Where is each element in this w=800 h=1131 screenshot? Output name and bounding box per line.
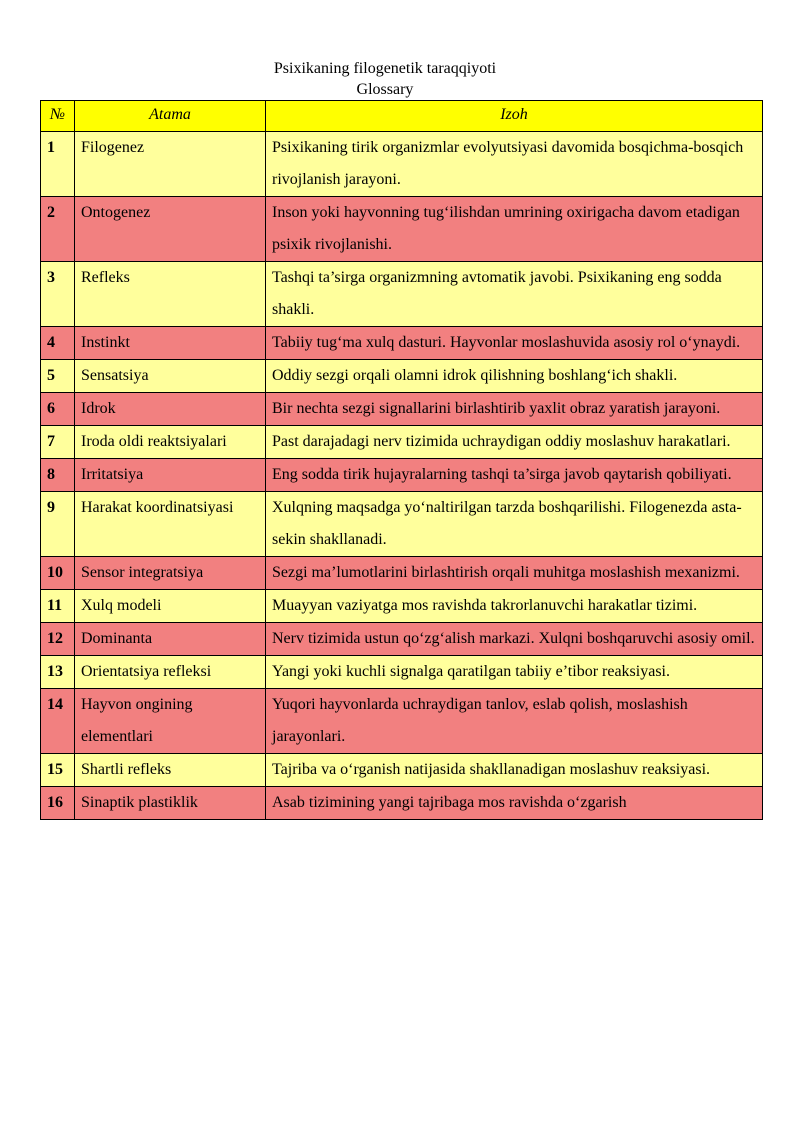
table-row [41,262,763,327]
row-term: Filogenez [75,132,266,197]
document-title: Psixikaning filogenetik taraqqiyoti [273,60,497,77]
row-definition: Oddiy sezgi orqali olamni idrok qilishning boshlang‘ich shakli. [266,360,763,393]
row-term: Sensor integratsiya [75,557,266,590]
row-definition: Eng sodda tirik hujayralarning tashqi ta’sirga javob qaytarish qobiliyati. [266,459,763,492]
row-number: 1 [41,132,75,197]
row-term: Sinaptik plastiklik [75,787,266,820]
row-definition: Nerv tizimida ustun qo‘zg‘alish markazi. Xulqni boshqaruvchi asosiy omil. [266,623,763,656]
row-definition: Sezgi ma’lumotlarini birlashtirish orqali muhitga moslashish mexanizmi. [266,557,763,590]
table-row [41,754,763,787]
row-number: 3 [41,262,75,327]
table-row [41,459,763,492]
row-term: Harakat koordinatsiyasi [75,492,266,557]
header-definition: Izoh [266,101,763,132]
table-body [41,132,763,820]
row-definition: Inson yoki hayvonning tug‘ilishdan umrining oxirigacha davom etadigan psixik rivojlanishi. [266,197,763,262]
row-term: Ontogenez [75,197,266,262]
table-row [41,689,763,754]
table-row [41,197,763,262]
row-definition: Yangi yoki kuchli signalga qaratilgan tabiiy e’tibor reaksiyasi. [266,656,763,689]
title-block [0,58,770,100]
row-definition: Asab tizimining yangi tajribaga mos ravishda o‘zgarish [266,787,763,820]
row-definition: Yuqori hayvonlarda uchraydigan tanlov, eslab qolish, moslashish jarayonlari. [266,689,763,754]
row-term: Hayvon ongining elementlari [75,689,266,754]
row-number: 2 [41,197,75,262]
row-number: 7 [41,426,75,459]
row-number: 13 [41,656,75,689]
table-row [41,132,763,197]
row-number: 11 [41,590,75,623]
row-definition: Tajriba va o‘rganish natijasida shakllanadigan moslashuv reaksiyasi. [266,754,763,787]
row-number: 8 [41,459,75,492]
row-definition: Psixikaning tirik organizmlar evolyutsiyasi davomida bosqichma-bosqich rivojlanish jarayoni. [266,132,763,197]
row-definition: Past darajadagi nerv tizimida uchraydigan oddiy moslashuv harakatlari. [266,426,763,459]
row-term: Xulq modeli [75,590,266,623]
row-number: 10 [41,557,75,590]
row-term: Orientatsiya refleksi [75,656,266,689]
table-row [41,590,763,623]
table-row [41,787,763,820]
row-definition: Tabiiy tug‘ma xulq dasturi. Hayvonlar moslashuvida asosiy rol o‘ynaydi. [266,327,763,360]
row-term: Shartli refleks [75,754,266,787]
row-definition: Tashqi ta’sirga organizmning avtomatik javobi. Psixikaning eng sodda shakli. [266,262,763,327]
table-row [41,557,763,590]
row-number: 6 [41,393,75,426]
row-number: 12 [41,623,75,656]
row-term: Refleks [75,262,266,327]
row-term: Sensatsiya [75,360,266,393]
row-definition: Xulqning maqsadga yo‘naltirilgan tarzda boshqarilishi. Filogenezda asta-sekin shakllanadi. [266,492,763,557]
table-row [41,393,763,426]
table-header-row [41,101,763,132]
row-definition: Bir nechta sezgi signallarini birlashtirib yaxlit obraz yaratish jarayoni. [266,393,763,426]
table-row [41,360,763,393]
table-row [41,492,763,557]
row-number: 5 [41,360,75,393]
row-number: 14 [41,689,75,754]
table-row [41,656,763,689]
row-number: 4 [41,327,75,360]
row-term: Irritatsiya [75,459,266,492]
document-subtitle: Glossary [356,81,414,98]
row-number: 16 [41,787,75,820]
row-number: 15 [41,754,75,787]
row-term: Dominanta [75,623,266,656]
table-row [41,327,763,360]
row-term: Idrok [75,393,266,426]
table-row [41,623,763,656]
row-term: Instinkt [75,327,266,360]
row-definition: Muayyan vaziyatga mos ravishda takrorlanuvchi harakatlar tizimi. [266,590,763,623]
header-term: Atama [75,101,266,132]
row-term: Iroda oldi reaktsiyalari [75,426,266,459]
glossary-table [40,100,763,820]
header-number: № [41,101,75,132]
table-row [41,426,763,459]
row-number: 9 [41,492,75,557]
